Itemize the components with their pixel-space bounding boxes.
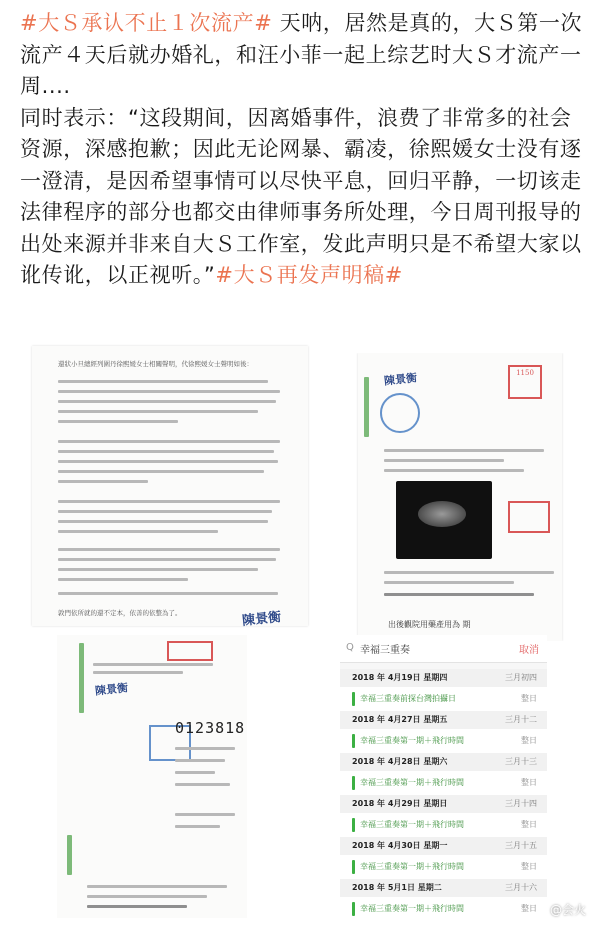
calendar-date	[340, 795, 547, 813]
form-line	[87, 905, 187, 908]
letter-heading: 還狀小旦總經列圍丹徐熙媛女士相關聲明，代徐熙媛女士聲明如後：	[58, 360, 253, 368]
weibo-watermark: @会火	[549, 903, 586, 917]
event-color-bar	[352, 734, 355, 748]
post-text	[20, 8, 585, 292]
ultrasound-image	[396, 481, 492, 559]
date-text: 2018 年 5月1日 星期二	[352, 883, 442, 892]
letter-line	[58, 380, 268, 383]
record-line	[384, 469, 524, 472]
lunar-date: 三月十四	[505, 799, 537, 808]
event-color-bar	[352, 818, 355, 832]
calendar-date	[340, 711, 547, 729]
calendar-event[interactable]	[340, 897, 547, 918]
green-stamp	[67, 835, 72, 875]
date-text: 2018 年 4月28日 星期六	[352, 757, 448, 766]
allday-label: 整日	[521, 862, 537, 871]
letter-line	[58, 400, 276, 403]
form-line	[87, 895, 207, 898]
letter-line	[58, 450, 274, 453]
letter-line	[58, 470, 264, 473]
event-name: 幸福三重奏第一期＋飛行時間	[360, 862, 464, 871]
calendar-date	[340, 879, 547, 897]
hashtag-link[interactable]: #大Ｓ承认不止１次流产#	[20, 11, 273, 35]
letter-line	[58, 460, 278, 463]
event-name: 幸福三重奏第一期＋飛行時間	[360, 904, 464, 913]
green-stamp	[364, 377, 369, 437]
letter-line	[58, 548, 280, 551]
record-line	[384, 449, 544, 452]
letter-line	[58, 530, 218, 533]
letter-closing: 敦門依所就的還不定本，依善的依整為了。	[58, 609, 182, 617]
round-seal	[380, 393, 420, 433]
record-page	[358, 353, 562, 641]
letter-line	[58, 520, 268, 523]
image-hospital-form[interactable]	[57, 635, 247, 918]
calendar-date	[340, 669, 547, 687]
red-seal: 1150	[508, 365, 542, 399]
event-color-bar	[352, 860, 355, 874]
calendar-event[interactable]	[340, 771, 547, 795]
image-hospital-record[interactable]	[340, 353, 580, 641]
search-query: 幸福三重奏	[360, 645, 410, 656]
form-page	[57, 635, 247, 918]
allday-label: 整日	[521, 778, 537, 787]
calendar-event[interactable]	[340, 687, 547, 711]
form-number: 0123818	[175, 719, 246, 737]
event-name: 幸福三重奏前探台灣拍攝日	[360, 694, 456, 703]
form-line	[175, 813, 235, 816]
letter-line	[58, 578, 188, 581]
form-line	[175, 747, 235, 750]
image-statement-letter[interactable]	[20, 338, 326, 634]
post-body-2: 同时表示：“这段期间，因离婚事件，浪费了非常多的社会资源，深感抱歉；因此无论网暴、霸凌，徐熙媛女士没有逐一澄清，是因希望事情可以尽快平息，回归平静，一切该走法律程序的部分也都交由律师事务所处理，今日周刊报导的出处来源并非来自大Ｓ工作室，发此声明只是不希望大家以讹传讹，以正视听。”	[20, 105, 582, 287]
form-line	[175, 759, 225, 762]
allday-label: 整日	[521, 736, 537, 745]
search-icon: Q	[346, 642, 354, 653]
lunar-date: 三月初四	[505, 673, 537, 682]
calendar-event[interactable]	[340, 813, 547, 837]
event-color-bar	[352, 902, 355, 916]
date-text: 2018 年 4月27日 星期五	[352, 715, 448, 724]
letter-page	[32, 346, 308, 629]
letter-line	[58, 390, 280, 393]
form-line	[175, 771, 215, 774]
record-signature: 陳景衡	[383, 371, 418, 388]
event-name: 幸福三重奏第一期＋飛行時間	[360, 778, 464, 787]
lunar-date: 三月十三	[505, 757, 537, 766]
letter-line	[58, 568, 258, 571]
letter-line	[58, 510, 272, 513]
event-name: 幸福三重奏第一期＋飛行時間	[360, 736, 464, 745]
allday-label: 整日	[521, 694, 537, 703]
event-color-bar	[352, 692, 355, 706]
letter-line	[58, 440, 280, 443]
calendar-entry[interactable]	[340, 753, 547, 799]
post-body-1: 天呐，居然是真的，大Ｓ第一次流产４天后就办婚礼，和汪小菲一起上综艺时大Ｓ才流产一周....	[20, 11, 583, 98]
form-red-seal	[167, 641, 213, 661]
form-line	[93, 671, 183, 674]
letter-line	[58, 410, 258, 413]
red-seal-small	[508, 501, 550, 533]
hashtag-link[interactable]: #大Ｓ再发声明稿#	[215, 263, 403, 287]
record-line	[384, 593, 534, 596]
calendar-date	[340, 837, 547, 855]
calendar-entry[interactable]	[340, 879, 547, 918]
date-text: 2018 年 4月30日 星期一	[352, 841, 448, 850]
calendar-entry[interactable]	[340, 669, 547, 715]
letter-line	[58, 500, 280, 503]
calendar-entry[interactable]	[340, 711, 547, 757]
calendar-date	[340, 753, 547, 771]
image-calendar-screenshot[interactable]	[340, 635, 547, 918]
record-line	[384, 581, 514, 584]
record-line	[384, 571, 554, 574]
calendar-event[interactable]	[340, 855, 547, 879]
letter-signature: 陳景衡	[241, 609, 282, 629]
form-line	[175, 783, 230, 786]
form-line	[175, 825, 220, 828]
lunar-date: 三月十五	[505, 841, 537, 850]
date-text: 2018 年 4月19日 星期四	[352, 673, 448, 682]
allday-label: 整日	[521, 904, 537, 913]
calendar-entry[interactable]	[340, 795, 547, 841]
letter-line	[58, 480, 148, 483]
form-line	[93, 663, 213, 666]
lunar-date: 三月十二	[505, 715, 537, 724]
form-signature: 陳景衡	[94, 681, 129, 698]
calendar-event[interactable]	[340, 729, 547, 753]
letter-line	[58, 592, 278, 595]
calendar-search-bar[interactable]	[340, 635, 547, 663]
lunar-date: 三月十六	[505, 883, 537, 892]
event-color-bar	[352, 776, 355, 790]
record-line	[384, 459, 504, 462]
event-name: 幸福三重奏第一期＋飛行時間	[360, 820, 464, 829]
green-stamp	[79, 643, 84, 713]
form-line	[87, 885, 227, 888]
cancel-button[interactable]: 取消	[519, 645, 539, 656]
letter-line	[58, 558, 276, 561]
record-footer: 出後觀院用藥產用為 期	[388, 620, 471, 629]
calendar-entry[interactable]	[340, 837, 547, 883]
date-text: 2018 年 4月29日 星期日	[352, 799, 448, 808]
allday-label: 整日	[521, 820, 537, 829]
letter-line	[58, 420, 178, 423]
